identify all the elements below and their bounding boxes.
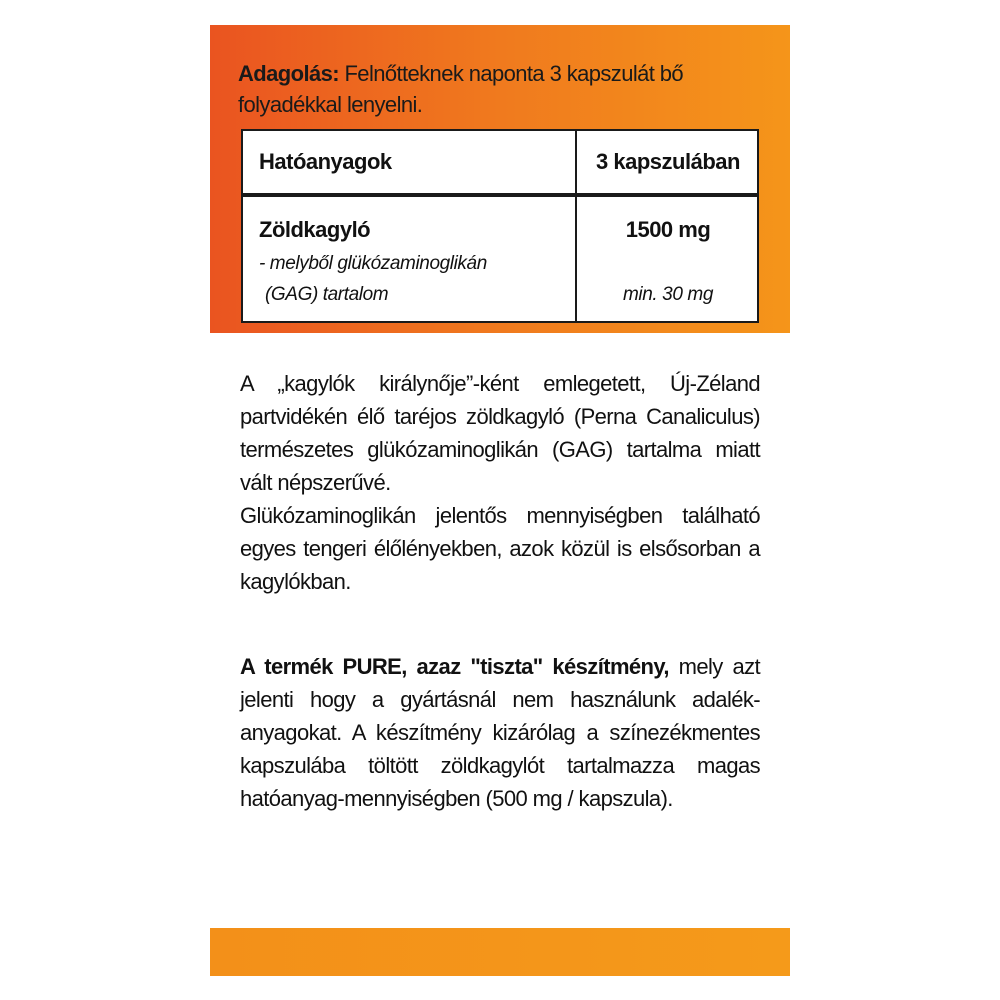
dosage-text [238, 58, 778, 120]
dosage-label: Adagolás: [238, 61, 339, 86]
orange-footer-bar [210, 928, 790, 976]
ingredient-subline-2: (GAG) tartalom [265, 284, 389, 305]
header-ingredient: Hatóanyagok [259, 149, 392, 174]
table-header-row [243, 131, 757, 197]
ingredients-table [241, 129, 759, 323]
description-paragraph-1: A „kagylók királynője”-ként emlegetett, Új-Zéland partvidékén élő taréjos zöldkagyló (Perna Canaliculus) természetes glükózaminoglikán (GAG) tartalma miatt vált népszerűvé. [240, 371, 760, 495]
pure-body-text: mely azt jelenti hogy a gyártásnál nem használunk adalék-anyagokat. A készítmény kizárólag a színezékmentes kapszulába töltött zöldkagylót tartalmazza magas hatóanyag-mennyiségben (500 mg / kapszula). [240, 654, 761, 811]
ingredient-name: Zöldkagyló [259, 217, 371, 242]
pure-bold-text: A termék PURE, azaz "tiszta" készítmény, [240, 654, 669, 679]
pure-statement [240, 650, 760, 815]
dosage-instructions: Felnőtteknek naponta 3 kapszulát bő folyadékkal lenyelni. [238, 61, 684, 117]
ingredient-amount: 1500 mg [625, 217, 711, 242]
ingredient-min-amount: min. 30 mg [623, 284, 713, 305]
description-paragraph-2: Glükózaminoglikán jelentős mennyiségben található egyes tengeri élőlényekben, azok közül is elsősorban a kagylókban. [240, 503, 760, 594]
ingredient-subline-1: - melyből glükózaminoglikán [259, 253, 487, 274]
description [240, 367, 760, 598]
header-amount: 3 kapszulában [596, 149, 740, 174]
